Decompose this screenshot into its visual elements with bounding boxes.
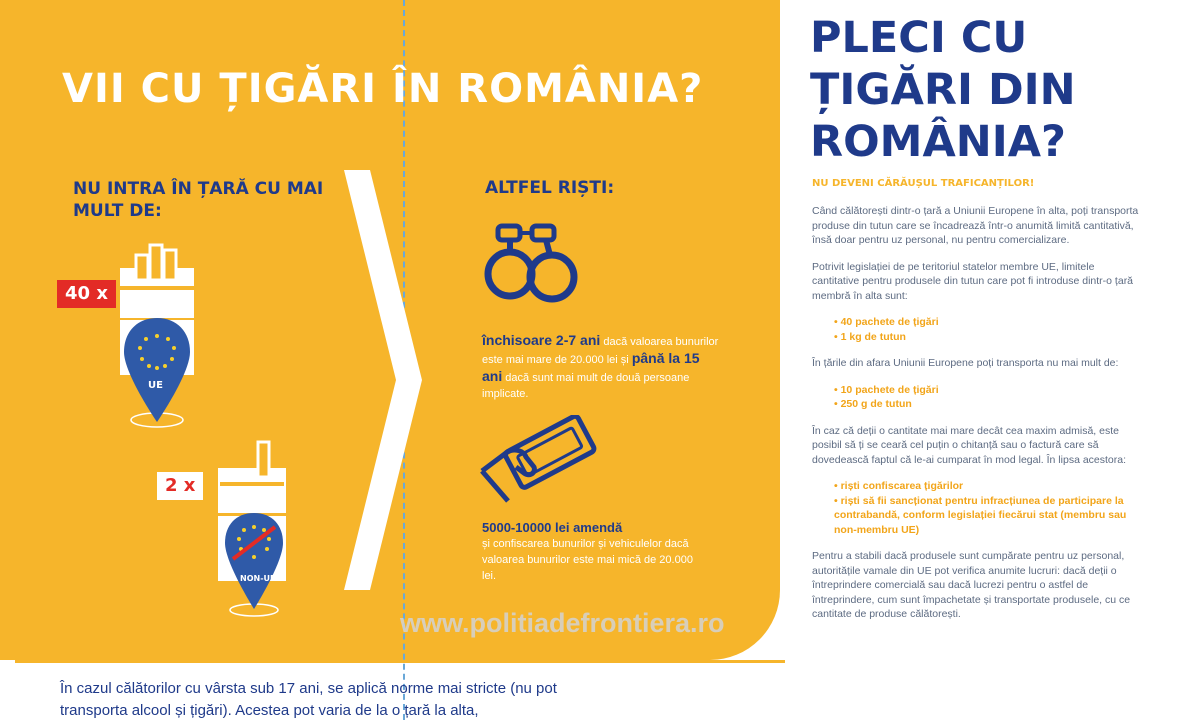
eu-limit-badge: 40 x: [57, 280, 116, 308]
prison-text-1: dacă valoarea bunurilor este mai mare de 20.000 lei și: [482, 336, 719, 366]
risks-list: [834, 479, 1142, 537]
fine-penalty: [482, 520, 702, 584]
list-item: • 40 pachete de țigări: [834, 315, 1142, 330]
right-body: [812, 204, 1142, 634]
fine-strong: 5000-10000 lei amendă: [482, 520, 623, 535]
list-item: • 1 kg de tutun: [834, 330, 1142, 345]
prison-text-2: dacă sunt mai mult de două persoane implicate.: [482, 372, 690, 400]
minors-note: În cazul călătorilor cu vârsta sub 17 ani, se aplică norme mai stricte (nu pot transporta alcool și țigări). Acestea pot varia de la o țară la alta,: [60, 680, 557, 719]
prison-strong-2: până la 15 ani: [482, 350, 700, 384]
paragraph: În țările din afara Uniunii Europene poți transporta nu mai mult de:: [812, 357, 1119, 369]
noneu-pin-label: NON-UE: [240, 574, 276, 583]
list-item: • 10 pachete de țigări: [834, 383, 1142, 398]
eu-location-pin-icon: [122, 318, 192, 428]
page-title: VII CU ȚIGĂRI ÎN ROMÂNIA?: [62, 66, 704, 112]
paragraph: Pentru a stabili dacă produsele sunt cumpărate pentru uz personal, autoritățile vamale din UE pot verifica anumite lucruri: dacă deții o întreprindere comercială sau dacă lucrezi pentru o astfel de întreprindere, cum sunt împachetate și transportate produsele, cu ce cantitate de produse călătorești.: [812, 550, 1131, 620]
list-item: • 250 g de tutun: [834, 397, 1142, 412]
prison-strong-1: închisoare 2-7 ani: [482, 332, 601, 348]
right-title: PLECI CU ȚIGĂRI DIN ROMÂNIA?: [810, 13, 1076, 167]
fine-text: și confiscarea bunurilor și vehiculelor dacă valoarea bunurilor este mai mică de 20.000 lei.: [482, 538, 693, 582]
noneu-location-pin-icon: [223, 513, 285, 613]
handcuffs-icon: [480, 222, 590, 312]
money-hand-icon: [478, 415, 608, 505]
eu-limits-list: [834, 315, 1142, 344]
watermark: www.politiadefrontiera.ro: [400, 608, 725, 638]
risk-heading: ALTFEL RIȘTI:: [485, 178, 615, 198]
paragraph: În caz că deții o cantitate mai mare decât cea maxim admisă, este posibil să ți se ceară cel puțin o chitanță sau o factură care să dovedească faptul că le-ai cumparat în mod legal. În lipsa acestora:: [812, 424, 1127, 466]
list-item: • riști confiscarea țigărilor: [834, 479, 1142, 494]
list-item: • riști să fii sancționat pentru infracțiunea de participare la contrabandă, conform legislației fiecărui stat (membru sau non-membru UE): [834, 494, 1142, 538]
noneu-limit-badge: 2 x: [157, 472, 203, 500]
prison-penalty: [482, 332, 722, 402]
paragraph: Când călătorești dintr-o țară a Uniunii Europene în alta, poți transporta produse din tutun care se încadrează într-o anumită limită cantitativă, însă doar pentru uz personal, nu pentru comercializare.: [812, 205, 1139, 246]
limit-heading: NU INTRA ÎN ȚARĂ CU MAI MULT DE:: [73, 179, 324, 221]
paragraph: Potrivit legislației de pe teritoriul statelor membre UE, limitele cantitative pentru produsele din tutun care pot fi introduse dintr-o țară membră în alta sunt:: [812, 260, 1134, 302]
noneu-limits-list: [834, 383, 1142, 412]
divider: [15, 660, 785, 663]
right-subtitle: NU DEVENI CĂRĂUȘUL TRAFICANȚILOR!: [812, 178, 1035, 189]
eu-pin-label: UE: [148, 380, 163, 391]
chevron-arrow-icon: [336, 170, 426, 590]
right-panel: [800, 0, 1200, 720]
